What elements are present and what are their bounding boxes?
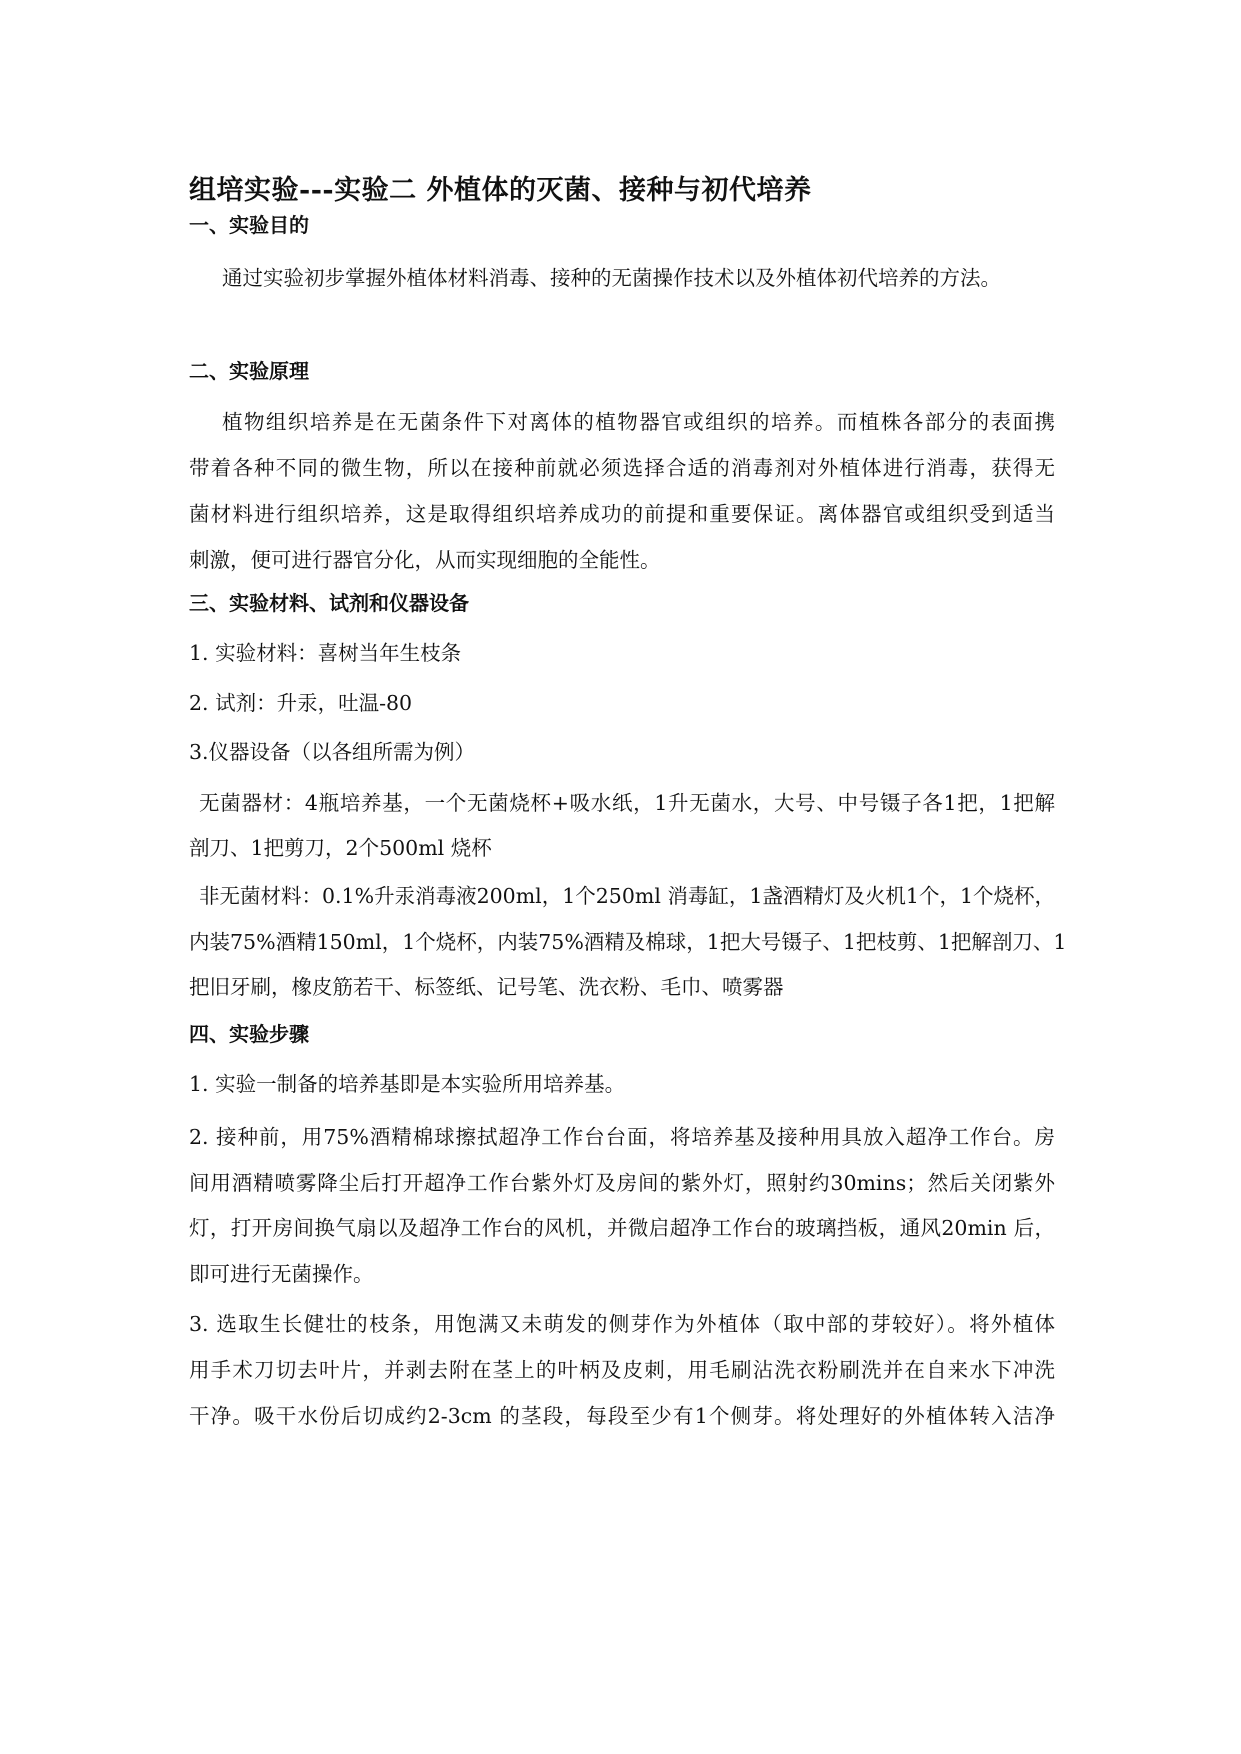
list-item: 1. 实验一制备的培养基即是本实验所用培养基。	[189, 1072, 626, 1096]
paragraph-line: 通过实验初步掌握外植体材料消毒、接种的无菌操作技术以及外植体初代培养的方法。	[222, 266, 1001, 290]
paragraph-line: 刺激，便可进行器官分化，从而实现细胞的全能性。	[189, 548, 661, 572]
list-item: 2. 试剂：升汞，吐温-80	[189, 691, 413, 715]
paragraph-line: 灯，打开房间换气扇以及超净工作台的风机，并微启超净工作台的玻璃挡板，通风20min 后，	[189, 1216, 1055, 1240]
paragraph-line: 用手术刀切去叶片，并剥去附在茎上的叶柄及皮刺，用毛刷沾洗衣粉刷洗并在自来水下冲洗	[189, 1358, 1055, 1382]
paragraph-line: 剖刀、1把剪刀，2个500ml 烧杯	[189, 836, 492, 860]
paragraph-line: 植物组织培养是在无菌条件下对离体的植物器官或组织的培养。而植株各部分的表面携	[222, 410, 1055, 434]
list-item: 3.仪器设备（以各组所需为例）	[189, 740, 476, 764]
paragraph-line: 非无菌材料：0.1%升汞消毒液200ml，1个250ml 消毒缸，1盏酒精灯及火机1个，1个烧杯，	[199, 884, 1056, 908]
paragraph-line: 菌材料进行组织培养，这是取得组织培养成功的前提和重要保证。离体器官或组织受到适当	[189, 502, 1055, 526]
paragraph-line: 干净。吸干水份后切成约2-3cm 的茎段，每段至少有1个侧芽。将处理好的外植体转入洁净	[189, 1404, 1055, 1428]
paragraph-line: 无菌器材：4瓶培养基，一个无菌烧杯+吸水纸，1升无菌水，大号、中号镊子各1把，1把解	[199, 791, 1055, 815]
section-heading-purpose: 一、实验目的	[189, 213, 309, 237]
paragraph-line: 内装75%酒精150ml，1个烧杯，内装75%酒精及棉球，1把大号镊子、1把枝剪、1把解剖刀、1	[189, 930, 1067, 954]
section-heading-materials: 三、实验材料、试剂和仪器设备	[189, 591, 469, 615]
paragraph-line: 间用酒精喷雾降尘后打开超净工作台紫外灯及房间的紫外灯，照射约30mins；然后关闭紫外	[189, 1171, 1055, 1195]
list-item: 1. 实验材料：喜树当年生枝条	[189, 641, 462, 665]
section-heading-principle: 二、实验原理	[189, 359, 309, 383]
paragraph-line: 3. 选取生长健壮的枝条，用饱满又未萌发的侧芽作为外植体（取中部的芽较好）。将外植体	[189, 1312, 1055, 1336]
section-heading-steps: 四、实验步骤	[189, 1022, 309, 1046]
paragraph-line: 带着各种不同的微生物，所以在接种前就必须选择合适的消毒剂对外植体进行消毒，获得无	[189, 456, 1055, 480]
paragraph-line: 即可进行无菌操作。	[189, 1262, 374, 1286]
document-title: 组培实验---实验二 外植体的灭菌、接种与初代培养	[189, 175, 812, 206]
paragraph-line: 2. 接种前，用75%酒精棉球擦拭超净工作台台面，将培养基及接种用具放入超净工作台。房	[189, 1125, 1055, 1149]
paragraph-line: 把旧牙刷，橡皮筋若干、标签纸、记号笔、洗衣粉、毛巾、喷雾器	[189, 975, 784, 999]
